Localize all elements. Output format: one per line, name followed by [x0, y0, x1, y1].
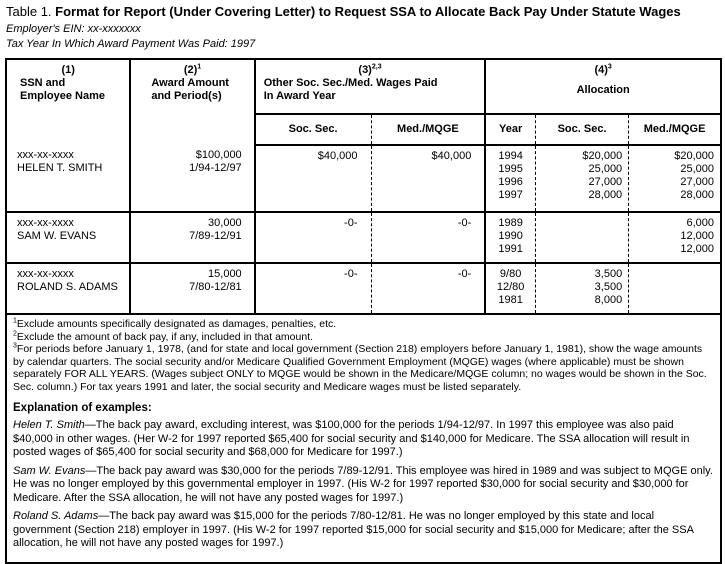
table-number-label: Table 1.	[6, 4, 52, 19]
cell-ssn-name: xxx-xx-xxxx HELEN T. SMITH	[17, 149, 103, 174]
cell-other-socsec: $40,000	[255, 145, 371, 212]
footnote-1: $^1$Exclude amounts specifically designated as damages, penalties, etc.	[13, 317, 337, 330]
subheader-other-medmqge: Med./MQGE	[371, 114, 485, 145]
column-header-other-wages: $(3)^{2,3}$ Other Soc. Sec./Med. Wages Paid In Award Year	[255, 59, 486, 114]
cell-alloc-years: 1989 1990 1991	[485, 212, 535, 263]
subheader-other-socsec: Soc. Sec.	[255, 114, 371, 145]
cell-alloc-years: 9/80 12/80 1981	[485, 263, 535, 314]
cell-alloc-medmqge	[629, 263, 721, 314]
cell-ssn-name: xxx-xx-xxxx SAM W. EVANS	[6, 212, 130, 263]
table-row-sam-evans	[6, 212, 721, 263]
cell-other-socsec: -0-	[255, 212, 371, 263]
employer-ein-line: Employer's EIN: xx-xxxxxxx	[6, 23, 141, 35]
cell-award: 15,000 7/80-12/81	[130, 263, 254, 314]
cell-other-socsec: -0-	[255, 263, 371, 314]
column-header-award: $(2)^1$ Award Amount and Period(s)	[130, 59, 254, 145]
cell-other-medmqge: -0-	[371, 263, 485, 314]
explanation-sam-evans: Sam W. Evans—The back pay award was $30,000 for the periods 7/89-12/91. This employee was hired in 1989 and was subject to MQGE only. He was no longer employed by this governmental employer in 1997. (His W-2 for 1997 reported $30,000 for social security and $30,000 for Medicare. After the SSA allocation, he will not have any posted wages for 1997.)	[13, 464, 713, 504]
cell-alloc-socsec	[535, 212, 628, 263]
tax-year-line: Tax Year In Which Award Payment Was Paid: 1997	[6, 38, 256, 50]
cell-ssn-name: xxx-xx-xxxx ROLAND S. ADAMS	[6, 263, 130, 314]
footnote-3: $^3$For periods before January 1, 1978, (and for state and local government (Section 218) employers before January 1, 1981), show the wage amounts by calendar quarters. The social security and/or Medicare Qualified Government Employment (MQGE) wages (where applicable) must be shown separately FOR ALL YEARS. (Wages subject ONLY to MQGE would be shown in the Medicare/MQGE column; no wages would be shown in the Soc. Sec. column.) For tax years 1991 and later, the social security and Medicare wages must be listed separately.	[13, 342, 707, 393]
subheader-alloc-socsec: Soc. Sec.	[535, 114, 628, 145]
cell-other-medmqge: -0-	[371, 212, 485, 263]
cell-alloc-medmqge: 6,000 12,000 12,000	[629, 212, 721, 263]
cell-award: $100,000 1/94-12/97	[130, 145, 254, 212]
footnote-section-row	[6, 314, 721, 563]
back-pay-allocation-table	[5, 58, 722, 564]
group-header-row	[6, 59, 721, 114]
column-header-ssn: (1) SSN and Employee Name	[20, 64, 105, 102]
subheader-alloc-medmqge: Med./MQGE	[629, 114, 721, 145]
table-title-text: Format for Report (Under Covering Letter) to Request SSA to Allocate Back Pay Under Statute Wages	[55, 4, 681, 19]
cell-alloc-socsec: 3,500 3,500 8,000	[535, 263, 628, 314]
footnote-2: $^2$Exclude the amount of back pay, if any, included in that amount.	[13, 330, 314, 343]
cell-alloc-years: 1994 1995 1996 1997	[485, 145, 535, 212]
table-row-roland-adams	[6, 263, 721, 314]
subheader-alloc-year: Year	[485, 114, 535, 145]
cell-alloc-medmqge: $20,000 25,000 27,000 28,000	[629, 145, 721, 212]
explanation-roland-adams: Roland S. Adams—The back pay award was $15,000 for the periods 7/80-12/81. He was no longer employed by this state and local government (Section 218) employer in 1997. (His W-2 for 1997 reported $15,000 for social security and $15,000 for Medicare; after the SSA allocation, he will not have any posted wages for 1997.)	[13, 510, 694, 549]
table-row-helen-smith	[6, 145, 721, 212]
column-header-allocation: $(4)^3$ Allocation	[485, 59, 721, 114]
cell-award: 30,000 7/89-12/91	[130, 212, 254, 263]
explanation-heading: Explanation of examples:	[13, 402, 152, 414]
explanation-helen-smith: Helen T. Smith—The back pay award, excluding interest, was $100,000 for the periods 1/94-12/97. In 1997 this employee was also paid $40,000 in other wages. (Her W-2 for 1997 reported $65,400 for social security and $140,000 for Medicare. The SSA allocation will result in posted wages of $65,400 for social security and $68,000 for Medicare for 1997.)	[13, 419, 690, 458]
cell-other-medmqge: $40,000	[371, 145, 485, 212]
page-title	[6, 4, 722, 20]
footnotes-and-explanation	[6, 314, 721, 563]
cell-alloc-socsec: $20,000 25,000 27,000 28,000	[535, 145, 628, 212]
